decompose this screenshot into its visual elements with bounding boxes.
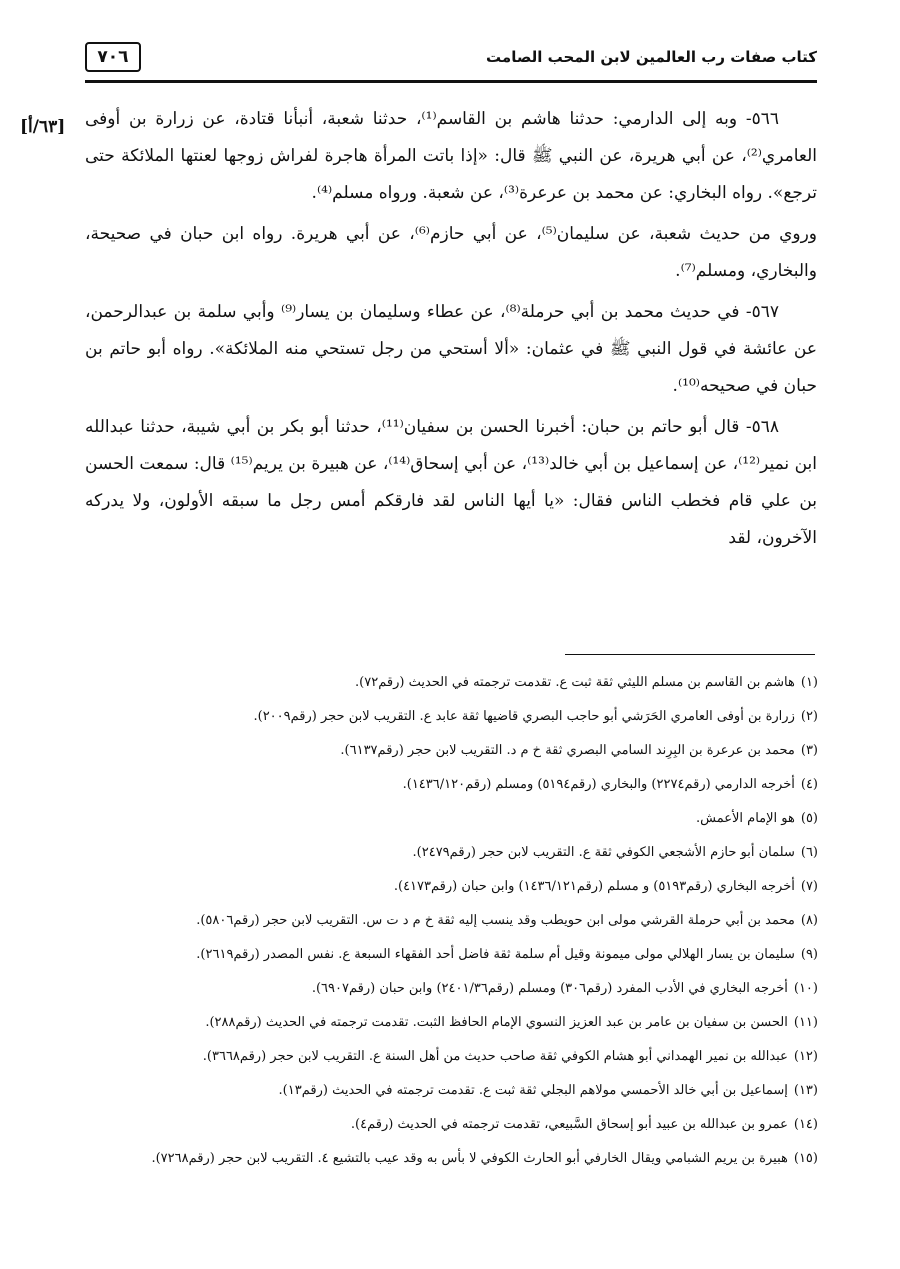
footnote bbox=[85, 666, 818, 700]
footnote bbox=[85, 904, 818, 938]
footnote-number: (٧) bbox=[800, 879, 818, 894]
paragraph-hadith-566: ٥٦٦- وبه إلى الدارمي: حدثنا هاشم بن القاسم⁽¹⁾، حدثنا شعبة، أنبأنا قتادة، عن زرارة بن أوفى العامري⁽²⁾، عن أبي هريرة، عن النبي ﷺ قال: «إذا باتت المرأة هاجرة لفراش زوجها لعنتها الملائكة حتى ترجع». رواه البخاري: عن محمد بن عرعرة⁽³⁾، عن شعبة. ورواه مسلم⁽⁴⁾. bbox=[85, 109, 817, 203]
footnote bbox=[85, 768, 818, 802]
footnote-number: (١١) bbox=[793, 1015, 818, 1030]
footnote-number: (١) bbox=[800, 675, 818, 690]
footnote-number: (٣) bbox=[800, 743, 818, 758]
footnote-number: (١٠) bbox=[793, 981, 818, 996]
footnote bbox=[85, 1142, 818, 1176]
footnote bbox=[85, 938, 818, 972]
footnote bbox=[85, 1074, 818, 1108]
footnote bbox=[85, 700, 818, 734]
footnote-number: (٤) bbox=[800, 777, 818, 792]
footnote bbox=[85, 1006, 818, 1040]
footnote-text: هاشم بن القاسم بن مسلم الليثي ثقة ثبت ع. تقدمت ترجمته في الحديث (رقم٧٢). bbox=[355, 675, 795, 690]
footnote-text: عبدالله بن نمير الهمداني أبو هشام الكوفي ثقة صاحب حديث من أهل السنة ع. التقريب لابن حجر (رقم٣٦٦٨). bbox=[202, 1049, 788, 1064]
footnote-text: إسماعيل بن أبي خالد الأحمسي مولاهم البجلي ثقة ثبت ع. تقدمت ترجمته في الحديث (رقم١٣). bbox=[278, 1083, 788, 1098]
header-rule bbox=[85, 80, 817, 83]
footnote-text: محمد بن أبي حرملة القرشي مولى ابن حويطب وقد ينسب إليه ثقة خ م د ت س. التقريب لابن حجر (رقم٥٨٠٦). bbox=[196, 913, 795, 928]
footnote bbox=[85, 836, 818, 870]
footnote bbox=[85, 870, 818, 904]
footnote-number: (٢) bbox=[800, 709, 818, 724]
paragraph-hadith-568: ٥٦٨- قال أبو حاتم بن حبان: أخبرنا الحسن بن سفيان⁽¹¹⁾، حدثنا أبو بكر بن أبي شيبة، حدثنا عبدالله ابن نمير⁽¹²⁾، عن إسماعيل بن أبي خالد⁽¹³⁾، عن أبي إسحاق⁽¹⁴⁾، عن هبيرة بن يريم⁽¹⁵⁾ قال: سمعت الحسن بن علي قام فخطب الناس فقال: «يا أيها الناس لقد فارقكم أمس رجل ما سبقه الأولون، ولا يدركه الآخرون، لقد bbox=[85, 417, 818, 548]
footnote-text: أخرجه الدارمي (رقم٢٢٧٤) والبخاري (رقم٥١٩٤) ومسلم (رقم١٤٣٦/١٢٠). bbox=[402, 777, 795, 792]
footnote-number: (٥) bbox=[800, 811, 818, 826]
book-title: كتاب صفات رب العالمين لابن المحب الصامت bbox=[486, 48, 817, 66]
page-number: ٧٠٦ bbox=[85, 42, 141, 72]
footnote bbox=[85, 802, 818, 836]
footnote-number: (٩) bbox=[800, 947, 818, 962]
footnote-separator bbox=[565, 654, 815, 655]
footnote-text: زرارة بن أوفى العامري الحَرَشي أبو حاجب البصري قاضيها ثقة عابد ع. التقريب لابن حجر (رقم٢٠٠٩). bbox=[253, 709, 795, 724]
footnote-text: عمرو بن عبدالله بن عبيد أبو إسحاق السَّبيعي، تقدمت ترجمته في الحديث (رقم٤). bbox=[350, 1117, 788, 1132]
footnote-text: محمد بن عرعرة بن البِرِند السامي البصري ثقة خ م د. التقريب لابن حجر (رقم٦١٣٧). bbox=[340, 743, 795, 758]
footnote bbox=[85, 1040, 818, 1074]
footnote bbox=[85, 972, 818, 1006]
paragraph-hadith-567: ٥٦٧- في حديث محمد بن أبي حرملة⁽⁸⁾، عن عطاء وسليمان بن يسار⁽⁹⁾ وأبي سلمة بن عبدالرحمن، عن عائشة في قول النبي ﷺ في عثمان: «ألا أستحي من رجل تستحي منه الملائكة». رواه أبو حاتم بن حبان في صحيحه⁽¹⁰⁾. bbox=[85, 302, 817, 396]
footnote bbox=[85, 1108, 818, 1142]
footnote-text: أخرجه البخاري (رقم٥١٩٣) و مسلم (رقم١٤٣٦/١٢١) وابن حبان (رقم٤١٧٣). bbox=[393, 879, 795, 894]
footnote-text: الحسن بن سفيان بن عامر بن عبد العزيز النسوي الإمام الحافظ الثبت. تقدمت ترجمته في الحديث (رقم٢٨٨). bbox=[205, 1015, 788, 1030]
main-text bbox=[85, 101, 817, 561]
footnotes bbox=[85, 666, 818, 1176]
manuscript-folio-marker: [٦٣/أ] bbox=[20, 117, 66, 137]
footnote-text: أخرجه البخاري في الأدب المفرد (رقم٣٠٦) ومسلم (رقم٢٤٠١/٣٦) وابن حبان (رقم٦٩٠٧). bbox=[311, 981, 788, 996]
footnote-number: (٨) bbox=[800, 913, 818, 928]
footnote-number: (١٣) bbox=[793, 1083, 818, 1098]
footnote-text: هو الإمام الأعمش. bbox=[696, 811, 795, 826]
footnote-number: (١٢) bbox=[793, 1049, 818, 1064]
footnote-number: (٦) bbox=[800, 845, 818, 860]
footnote-text: سليمان بن يسار الهلالي مولى ميمونة وقيل أم سلمة ثقة فاضل أحد الفقهاء السبعة ع. نفس المصدر (رقم٢٦١٩). bbox=[196, 947, 795, 962]
footnote bbox=[85, 734, 818, 768]
paragraph-narration-note: وروي من حديث شعبة، عن سليمان⁽⁵⁾، عن أبي حازم⁽⁶⁾، عن أبي هريرة. رواه ابن حبان في صحيحة، والبخاري، ومسلم⁽⁷⁾. bbox=[85, 224, 817, 281]
running-header bbox=[85, 40, 817, 80]
footnote-number: (١٥) bbox=[793, 1151, 818, 1166]
footnote-number: (١٤) bbox=[793, 1117, 818, 1132]
footnote-text: سلمان أبو حازم الأشجعي الكوفي ثقة ع. التقريب لابن حجر (رقم٢٤٧٩). bbox=[412, 845, 795, 860]
footnote-text: هبيرة بن يريم الشبامي ويقال الخارفي أبو الحارث الكوفي لا بأس به وقد عيب بالتشيع ٤. التقريب لابن حجر (رقم٧٢٦٨). bbox=[151, 1151, 788, 1166]
